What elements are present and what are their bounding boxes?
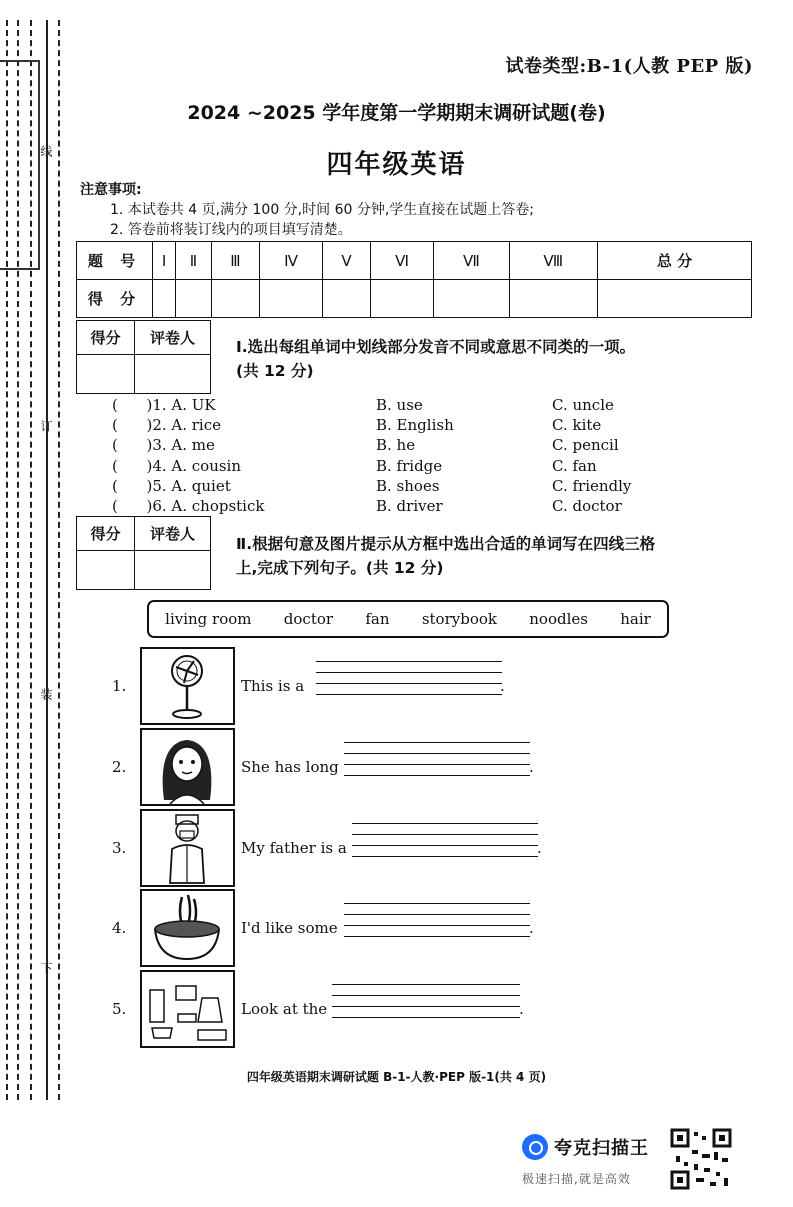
answer-lines[interactable]: [316, 661, 502, 713]
section1-title: [236, 335, 756, 383]
binding-mark-xian: 线: [39, 145, 53, 157]
sentence-end: .: [500, 677, 505, 695]
question-row: [112, 395, 752, 415]
question-option-b: B. fridge: [376, 456, 443, 475]
question-row: [112, 476, 752, 496]
section1-instruction: Ⅰ.选出每组单词中划线部分发音不同或意思不同类的一项。: [236, 338, 636, 356]
question-option-c: C. kite: [552, 416, 602, 435]
score-table-col: Ⅵ: [370, 242, 433, 280]
section2-instruction: Ⅱ.根据句意及图片提示从方框中选出合适的单词写在四线三格: [236, 535, 656, 553]
score-cell[interactable]: [323, 280, 371, 318]
sentence-end: .: [537, 839, 542, 857]
score-table-col: Ⅲ: [211, 242, 259, 280]
answer-lines[interactable]: [344, 903, 530, 955]
question-row: [112, 415, 752, 435]
grader-score-cell[interactable]: [77, 551, 135, 589]
question-row: [112, 496, 752, 516]
score-cell[interactable]: [153, 280, 176, 318]
noodles-icon: [140, 889, 235, 967]
grader-name-label: 评卷人: [135, 517, 210, 551]
notes-item: 2. 答卷前将装订线内的项目填写清楚。: [110, 222, 352, 238]
binding-mark-ding: 订: [39, 420, 53, 432]
answer-lines[interactable]: [352, 823, 538, 875]
word-bank-item: hair: [620, 610, 651, 628]
question-option-a: ( )6. A. chopstick: [112, 497, 265, 516]
page-footer: 四年级英语期末调研试题 B-1-人教·PEP 版-1(共 4 页): [246, 1070, 547, 1084]
word-bank: [147, 600, 669, 638]
grader-score-label: 得分: [77, 517, 135, 551]
grader-name-cell[interactable]: [135, 355, 210, 393]
score-table-col: Ⅰ: [153, 242, 176, 280]
section1-points: (共 12 分): [236, 362, 314, 380]
exam-title: 2024 ~2025 学年度第一学期期末调研试题(卷): [187, 102, 606, 124]
question-sentence: She has long: [241, 758, 339, 776]
question-option-b: B. driver: [376, 497, 443, 516]
question-option-a: ( )2. A. rice: [112, 416, 222, 435]
word-bank-item: storybook: [421, 610, 497, 628]
sentence-end: .: [529, 919, 534, 937]
grader-score-cell[interactable]: [77, 355, 135, 393]
question-option-b: B. English: [376, 416, 454, 435]
question-number: 1.: [112, 677, 127, 695]
scanner-brand-name: 夸克扫描王: [554, 1138, 649, 1159]
question-sentence: Look at the: [241, 1000, 328, 1018]
question-number: 4.: [112, 919, 127, 937]
scanner-watermark: [522, 1134, 649, 1187]
doctor-icon: [140, 809, 235, 887]
word-bank-item: noodles: [529, 610, 588, 628]
word-bank-item: living room: [165, 610, 252, 628]
qr-code-icon: [670, 1128, 732, 1190]
question-option-b: B. he: [376, 436, 416, 455]
question-option-a: ( )1. A. UK: [112, 396, 216, 414]
question-row: [112, 456, 752, 476]
score-table-col: Ⅴ: [323, 242, 371, 280]
question-option-c: C. uncle: [552, 396, 614, 414]
binding-mark-xia: 下: [39, 962, 53, 974]
score-cell[interactable]: [259, 280, 322, 318]
score-table-row-label: 题 号: [77, 242, 153, 280]
grader-box: [76, 320, 211, 394]
score-table-col: Ⅱ: [176, 242, 212, 280]
score-cell[interactable]: [434, 280, 510, 318]
question-option-b: B. shoes: [376, 476, 440, 495]
living-room-icon: [140, 970, 235, 1048]
grader-name-cell[interactable]: [135, 551, 210, 589]
picture-question: [112, 889, 552, 967]
score-table-header-row: [77, 242, 752, 280]
scanner-logo-icon: [522, 1134, 548, 1160]
section1-questions: [112, 395, 752, 516]
grader-score-label: 得分: [77, 321, 135, 355]
score-table-col: Ⅶ: [434, 242, 510, 280]
sentence-end: .: [529, 758, 534, 776]
binding-dash-line: [58, 20, 60, 1100]
question-option-a: ( )4. A. cousin: [112, 456, 242, 475]
word-bank-item: doctor: [283, 610, 334, 628]
score-table-total: 总 分: [597, 242, 751, 280]
notes-item: 1. 本试卷共 4 页,满分 100 分,时间 60 分钟,学生直接在试题上答卷;: [110, 202, 535, 218]
word-bank-item: fan: [365, 610, 390, 628]
question-number: 3.: [112, 839, 127, 857]
question-row: [112, 435, 752, 455]
fan-icon: [140, 647, 235, 725]
grader-name-label: 评卷人: [135, 321, 210, 355]
answer-lines[interactable]: [344, 742, 530, 794]
picture-question: [112, 647, 552, 725]
question-sentence: This is a: [241, 677, 305, 695]
score-cell[interactable]: [176, 280, 212, 318]
section2-title: [236, 532, 756, 580]
question-option-a: ( )3. A. me: [112, 436, 215, 455]
score-cell[interactable]: [509, 280, 597, 318]
question-option-b: B. use: [376, 396, 423, 414]
notes-block: [80, 180, 534, 240]
question-number: 5.: [112, 1000, 127, 1018]
girl-hair-icon: [140, 728, 235, 806]
answer-lines[interactable]: [332, 984, 520, 1036]
question-option-c: C. fan: [552, 456, 597, 475]
question-option-c: C. friendly: [552, 476, 632, 495]
question-option-a: ( )5. A. quiet: [112, 476, 231, 495]
question-sentence: My father is a: [241, 839, 347, 857]
section2-instruction-cont: 上,完成下列句子。(共 12 分): [236, 559, 444, 577]
picture-question: [112, 728, 552, 806]
picture-question: [112, 970, 552, 1048]
notes-title: 注意事项:: [80, 182, 142, 198]
score-table-col: Ⅳ: [259, 242, 322, 280]
binding-solid-line: [46, 20, 48, 1100]
score-table-score-row: [77, 280, 752, 318]
sentence-end: .: [519, 1000, 524, 1018]
score-cell[interactable]: [211, 280, 259, 318]
score-table: [76, 241, 752, 318]
question-option-c: C. pencil: [552, 436, 619, 455]
question-option-c: C. doctor: [552, 497, 622, 516]
subject-title: 四年级英语: [326, 150, 467, 180]
picture-question: [112, 809, 552, 887]
scanner-slogan: 极速扫描,就是高效: [522, 1172, 631, 1186]
binding-mark-zhuang: 装: [39, 688, 53, 700]
score-table-col: Ⅷ: [509, 242, 597, 280]
question-number: 2.: [112, 758, 127, 776]
grader-box: [76, 516, 211, 590]
score-cell[interactable]: [597, 280, 751, 318]
question-sentence: I'd like some: [241, 919, 338, 937]
score-table-row-label: 得 分: [77, 280, 153, 318]
paper-type-label: 试卷类型:B-1(人教 PEP 版): [505, 56, 753, 77]
score-cell[interactable]: [370, 280, 433, 318]
